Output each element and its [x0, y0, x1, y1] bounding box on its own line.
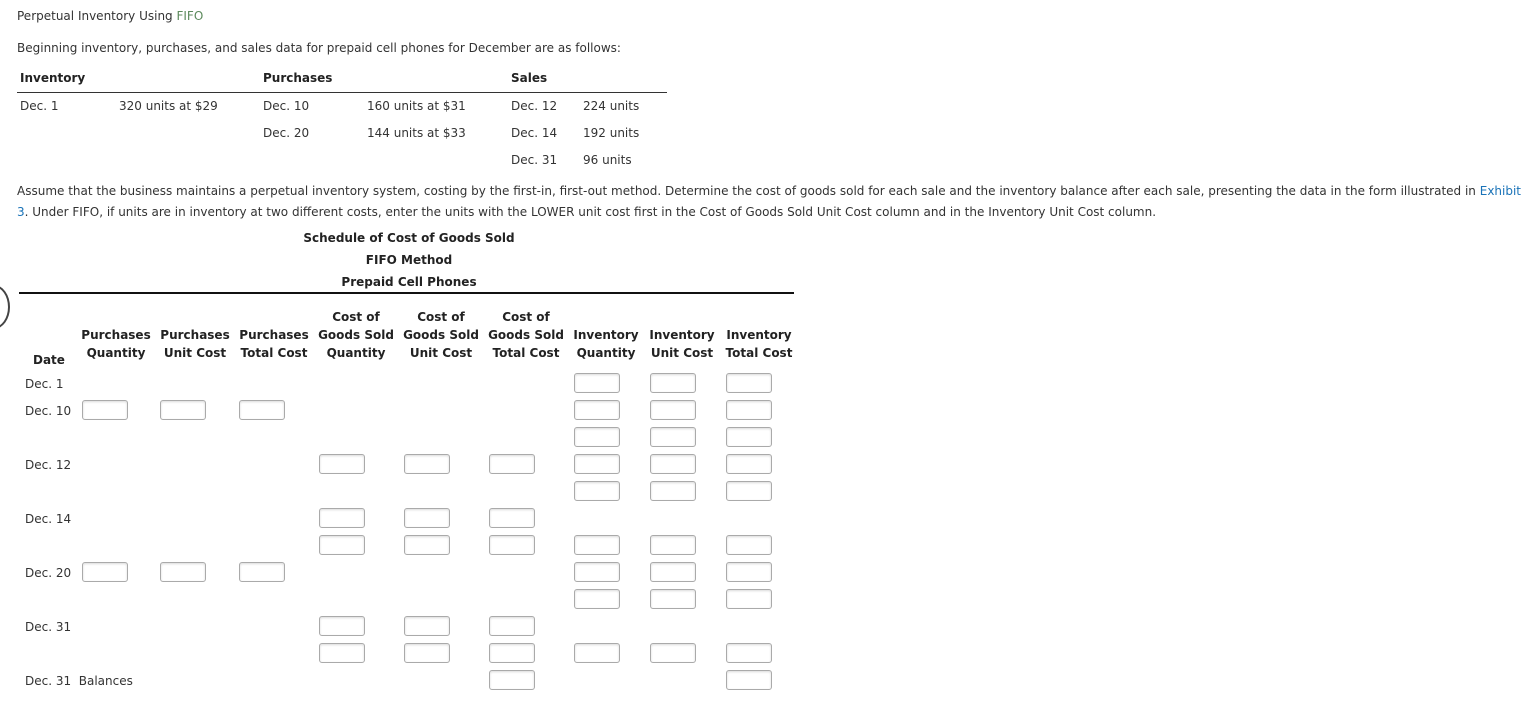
col-inventory-quantity: Inventory Quantity	[573, 328, 639, 360]
dec1-inventory-total-cost-input[interactable]	[726, 373, 772, 393]
col-purchases-quantity: Purchases Quantity	[81, 328, 151, 360]
row-label-dec14: Dec. 14	[25, 512, 72, 526]
schedule-title: Schedule of Cost of Goods Sold	[303, 231, 515, 245]
dec20-purchases-unit-cost-input[interactable]	[160, 562, 206, 582]
dec20-purchases-total-cost-input[interactable]	[239, 562, 285, 582]
sale-units: 224 units	[583, 99, 640, 113]
dec10-inventory-quantity-input-1[interactable]	[574, 400, 620, 420]
dec12-inventory-unit-cost-input-2[interactable]	[650, 481, 696, 501]
dec1-inventory-unit-cost-input[interactable]	[650, 373, 696, 393]
dec14-inventory-unit-cost-input[interactable]	[650, 535, 696, 555]
sale-date: Dec. 12	[511, 99, 558, 113]
dec14-inventory-total-cost-input[interactable]	[726, 535, 772, 555]
dec20-inventory-unit-cost-input-1[interactable]	[650, 562, 696, 582]
dec10-inventory-unit-cost-input-1[interactable]	[650, 400, 696, 420]
dec10-inventory-unit-cost-input-2[interactable]	[650, 427, 696, 447]
dec31-cogs-quantity-input-1[interactable]	[319, 616, 365, 636]
dec10-purchases-unit-cost-input[interactable]	[160, 400, 206, 420]
dec31-cogs-total-cost-input-2[interactable]	[489, 643, 535, 663]
dec12-inventory-quantity-input-1[interactable]	[574, 454, 620, 474]
balances-inventory-total-cost-input[interactable]	[726, 670, 772, 690]
circle-icon	[0, 285, 10, 329]
dec20-inventory-unit-cost-input-2[interactable]	[650, 589, 696, 609]
dec20-inventory-quantity-input-1[interactable]	[574, 562, 620, 582]
col-inventory-unit-cost: Inventory Unit Cost	[649, 328, 715, 360]
dec10-purchases-quantity-input[interactable]	[82, 400, 128, 420]
dec31-cogs-total-cost-input-1[interactable]	[489, 616, 535, 636]
row-label-dec12: Dec. 12	[25, 458, 72, 472]
intro-text: Beginning inventory, purchases, and sales data for prepaid cell phones for December are as follows:	[17, 41, 621, 55]
purchase-date: Dec. 20	[263, 126, 310, 140]
schedule-divider	[19, 292, 794, 294]
col-cogs-quantity: Cost of Goods Sold Quantity	[318, 310, 394, 360]
col-cogs-unit-cost: Cost of Goods Sold Unit Cost	[403, 310, 479, 360]
col-purchases-unit-cost: Purchases Unit Cost	[160, 328, 230, 360]
col-purchases-total-cost: Purchases Total Cost	[239, 328, 309, 360]
dec14-cogs-total-cost-input-1[interactable]	[489, 508, 535, 528]
col-cogs-total-cost: Cost of Goods Sold Total Cost	[488, 310, 564, 360]
dec31-inventory-unit-cost-input[interactable]	[650, 643, 696, 663]
sale-units: 192 units	[583, 126, 640, 140]
col-inventory-total-cost: Inventory Total Cost	[725, 328, 793, 360]
dec1-inventory-quantity-input[interactable]	[574, 373, 620, 393]
inventory-desc: 320 units at $29	[119, 99, 218, 113]
sale-date: Dec. 14	[511, 126, 558, 140]
schedule-method: FIFO Method	[365, 253, 453, 267]
instructions-text: Assume that the business maintains a perpetual inventory system, costing by the first-in, first-out method. Determine the cost of goods sold for each sale and the inventory balance after each sale, presenting the data in the form illustrated in Exhibit 3. Under FIFO, if units are in inventory at two different costs, enter the units with the LOWER unit cost first in the Cost of Goods Sold Unit Cost column and in the Inventory Unit Cost column.	[17, 184, 1522, 219]
row-label-dec31: Dec. 31	[25, 620, 72, 634]
balances-cogs-total-cost-input[interactable]	[489, 670, 535, 690]
dec10-purchases-total-cost-input[interactable]	[239, 400, 285, 420]
sales-header: Sales	[511, 71, 548, 85]
dec12-cogs-quantity-input[interactable]	[319, 454, 365, 474]
dec14-cogs-unit-cost-input-1[interactable]	[404, 508, 450, 528]
sale-date: Dec. 31	[511, 153, 558, 167]
schedule-product: Prepaid Cell Phones	[341, 275, 477, 289]
dec20-purchases-quantity-input[interactable]	[82, 562, 128, 582]
purchase-date: Dec. 10	[263, 99, 310, 113]
dec31-inventory-total-cost-input[interactable]	[726, 643, 772, 663]
dec12-inventory-total-cost-input-2[interactable]	[726, 481, 772, 501]
dec31-cogs-unit-cost-input-2[interactable]	[404, 643, 450, 663]
dec14-cogs-total-cost-input-2[interactable]	[489, 535, 535, 555]
dec12-inventory-quantity-input-2[interactable]	[574, 481, 620, 501]
purchase-desc: 144 units at $33	[367, 126, 466, 140]
table-divider	[17, 92, 667, 93]
dec12-inventory-total-cost-input-1[interactable]	[726, 454, 772, 474]
dec10-inventory-quantity-input-2[interactable]	[574, 427, 620, 447]
dec20-inventory-total-cost-input-2[interactable]	[726, 589, 772, 609]
dec12-inventory-unit-cost-input-1[interactable]	[650, 454, 696, 474]
dec14-cogs-quantity-input-2[interactable]	[319, 535, 365, 555]
dec31-cogs-quantity-input-2[interactable]	[319, 643, 365, 663]
dec31-inventory-quantity-input[interactable]	[574, 643, 620, 663]
row-label-dec20: Dec. 20	[25, 566, 72, 580]
dec14-cogs-unit-cost-input-2[interactable]	[404, 535, 450, 555]
purchases-header: Purchases	[263, 71, 333, 85]
dec31-cogs-unit-cost-input-1[interactable]	[404, 616, 450, 636]
purchase-desc: 160 units at $31	[367, 99, 466, 113]
dec12-cogs-total-cost-input[interactable]	[489, 454, 535, 474]
dec10-inventory-total-cost-input-2[interactable]	[726, 427, 772, 447]
dec20-inventory-total-cost-input-1[interactable]	[726, 562, 772, 582]
dec14-cogs-quantity-input-1[interactable]	[319, 508, 365, 528]
exhibit-link[interactable]: Exhibit 3	[17, 184, 1522, 219]
inventory-date: Dec. 1	[20, 99, 59, 113]
dec12-cogs-unit-cost-input[interactable]	[404, 454, 450, 474]
row-label-dec10: Dec. 10	[25, 404, 72, 418]
sale-units: 96 units	[583, 153, 632, 167]
dec20-inventory-quantity-input-2[interactable]	[574, 589, 620, 609]
dec10-inventory-total-cost-input-1[interactable]	[726, 400, 772, 420]
fifo-highlight: FIFO	[176, 9, 204, 23]
page-title: Perpetual Inventory Using FIFO	[17, 9, 204, 23]
col-date: Date	[33, 353, 65, 367]
row-label-dec31-balances: Dec. 31 Balances	[25, 674, 133, 688]
row-label-dec1: Dec. 1	[25, 377, 64, 391]
inventory-header: Inventory	[20, 71, 86, 85]
dec14-inventory-quantity-input[interactable]	[574, 535, 620, 555]
